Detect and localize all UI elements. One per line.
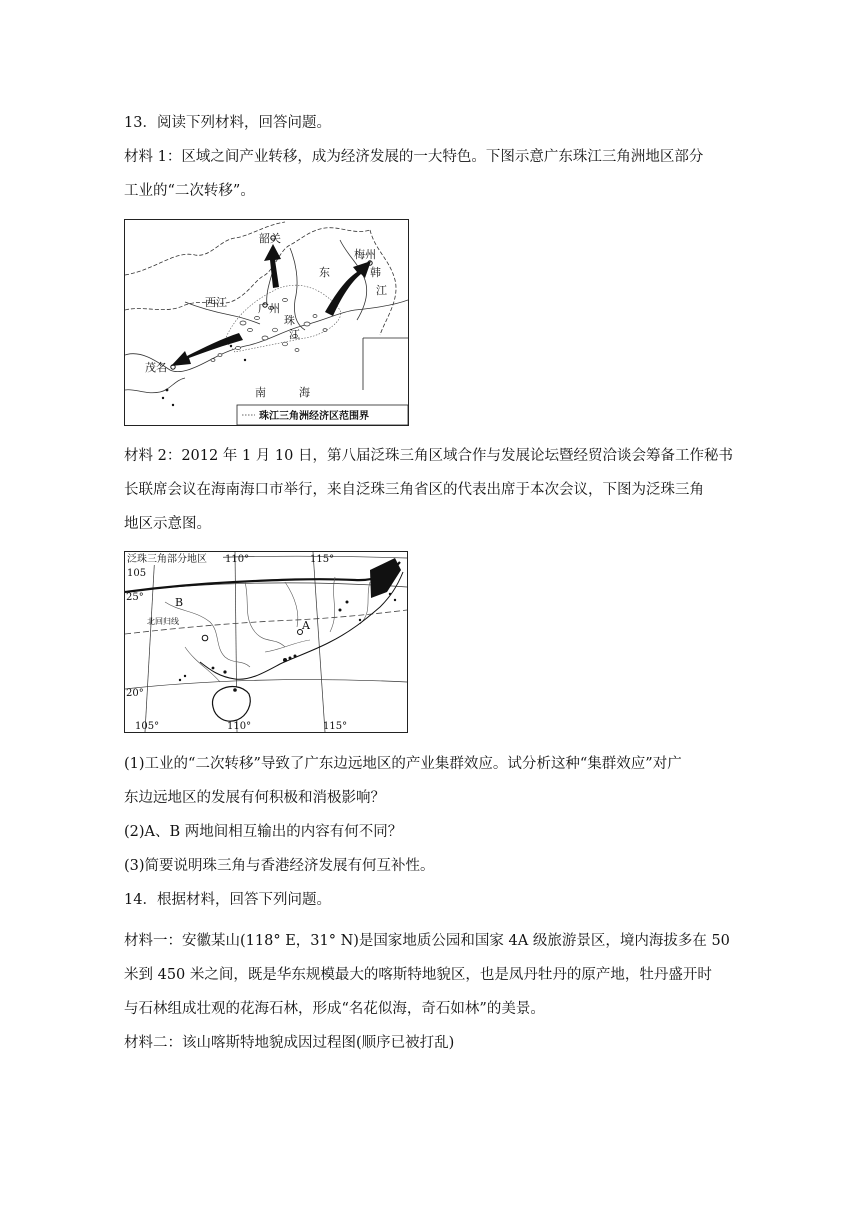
q14-material1-line3: 与石林组成壮观的花海石林，形成“名花似海，奇石如林”的美景。: [124, 1001, 545, 1017]
q14-title: 14．根据材料，回答下列问题。: [124, 892, 331, 908]
label-meizhou: 梅州: [354, 248, 376, 261]
lon-top-115: 115°: [310, 554, 335, 565]
point-b: B: [175, 596, 184, 609]
label-han: 韩: [370, 266, 381, 279]
lon-bottom-115: 115°: [323, 721, 348, 732]
lon-bottom-110: 110°: [227, 721, 252, 732]
legend-boundary: 珠江三角洲经济区范围界: [259, 411, 369, 422]
q14-material2: 材料二：该山喀斯特地貌成因过程图(顺序已被打乱): [124, 1035, 455, 1051]
pearl-river-delta-map: [124, 219, 409, 426]
q13-question1-line2: 东边远地区的发展有何积极和消极影响？: [124, 790, 385, 806]
q13-material1-line1: 材料 1：区域之间产业转移，成为经济发展的一大特色。下图示意广东珠江三角洲地区部分: [124, 149, 704, 165]
label-jiang-right: 江: [376, 284, 387, 297]
lon-bottom-105: 105°: [135, 721, 160, 732]
label-nan: 南: [255, 386, 266, 399]
q14-material1-line1: 材料一：安徽某山(118° E，31° N)是国家地质公园和国家 4A 级旅游景区，境内海拔多在 50: [124, 933, 730, 949]
q14-material1-line2: 米到 450 米之间，既是华东规模最大的喀斯特地貌区，也是凤丹牡丹的原产地，牡丹盛开时: [124, 967, 712, 983]
q13-title: 13．阅读下列材料，回答问题。: [124, 115, 331, 131]
q13-material2-line3: 地区示意图。: [124, 516, 211, 532]
lat-20: 20°: [126, 688, 144, 699]
label-maoming: 茂名: [145, 361, 167, 374]
q13-material2-line1: 材料 2：2012 年 1 月 10 日，第八届泛珠三角区域合作与发展论坛暨经贸洽谈会筹备工作秘书: [124, 448, 733, 464]
pan-prd-region-map: [124, 551, 408, 733]
q13-question2: (2)A、B 两地间相互输出的内容有何不同？: [124, 824, 403, 840]
label-dong: 东: [319, 266, 330, 279]
label-jiang-mid: 江: [289, 328, 300, 341]
q13-question3: (3)简要说明珠三角与香港经济发展有何互补性。: [124, 858, 435, 874]
q13-question1-line1: (1)工业的“二次转移”导致了广东边远地区的产业集群效应。试分析这种“集群效应”对广: [124, 756, 682, 772]
map2-title: 泛珠三角部分地区: [127, 554, 207, 565]
label-xijiang: 西江: [205, 296, 227, 309]
q13-material1-line2: 工业的“二次转移”。: [124, 183, 255, 199]
label-hai: 海: [299, 386, 310, 399]
label-shaoguan: 韶关: [259, 232, 281, 245]
label-guangzhou: 广州: [258, 302, 280, 315]
lon-top-105: 105: [127, 568, 147, 579]
point-a: A: [302, 619, 310, 632]
lon-top-110: 110°: [225, 554, 250, 565]
tropic-label: 北回归线: [147, 617, 179, 626]
lat-25: 25°: [126, 592, 144, 603]
q13-material2-line2: 长联席会议在海南海口市举行，来自泛珠三角省区的代表出席于本次会议，下图为泛珠三角: [124, 482, 704, 498]
label-zhu: 珠: [284, 314, 295, 327]
